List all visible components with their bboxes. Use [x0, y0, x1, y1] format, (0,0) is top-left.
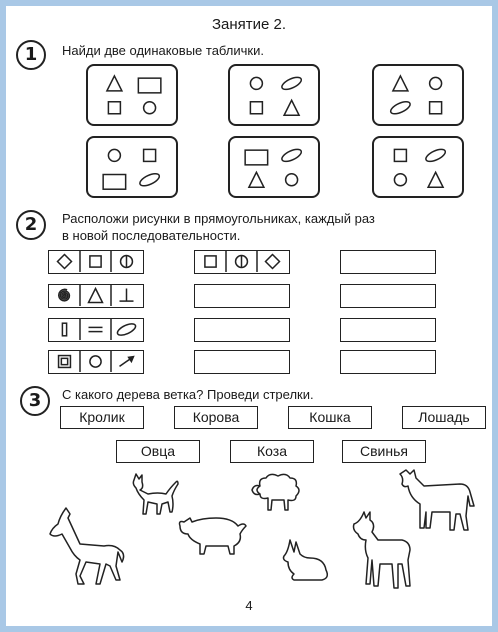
answer-box-row-2-col-3[interactable]	[340, 284, 436, 308]
task-1-text: Найди две одинаковые таблички.	[62, 43, 264, 58]
sequence-row-2-shapes	[49, 285, 142, 306]
answer-box-row-2-col-2[interactable]	[194, 284, 290, 308]
ellipse-icon	[116, 322, 137, 338]
card-3[interactable]	[372, 64, 464, 126]
word-card-horse[interactable]: Лошадь	[402, 406, 486, 429]
square-icon	[90, 256, 101, 267]
circle-with-line-icon	[121, 256, 133, 268]
goat-icon[interactable]	[346, 510, 416, 592]
example-answer-shapes	[195, 251, 288, 272]
triangle-icon	[284, 100, 299, 115]
equals-icon	[89, 327, 103, 331]
ellipse-icon	[424, 147, 447, 164]
sequence-row-4	[48, 350, 144, 374]
triangle-icon	[393, 76, 408, 91]
task-2-text-line-1: Расположи рисунки в прямоугольниках, каждый раз	[62, 211, 375, 226]
lesson-title: Занятие 2.	[211, 16, 287, 33]
circle-icon	[394, 174, 406, 186]
circle-icon	[250, 77, 262, 89]
card-3-shapes	[374, 66, 462, 124]
circle-icon	[90, 356, 101, 367]
ellipse-icon	[138, 171, 161, 188]
pig-icon[interactable]	[176, 512, 250, 558]
worksheet-page	[6, 6, 492, 626]
rabbit-icon[interactable]	[278, 538, 332, 584]
triangle-icon	[89, 289, 103, 303]
answer-box-example[interactable]	[194, 250, 290, 274]
task-2-number: 2	[16, 210, 46, 240]
card-5[interactable]	[228, 136, 320, 198]
bar-icon	[62, 323, 66, 336]
circle-icon	[286, 174, 298, 186]
card-6-shapes	[374, 138, 462, 196]
card-5-shapes	[230, 138, 318, 196]
rectangle-icon	[245, 150, 268, 165]
square-icon	[250, 102, 262, 114]
task-1-number: 1	[16, 40, 46, 70]
word-card-pig[interactable]: Свинья	[342, 440, 426, 463]
card-6[interactable]	[372, 136, 464, 198]
spiral-icon	[59, 289, 70, 301]
square-icon	[394, 149, 406, 161]
horse-icon[interactable]	[46, 504, 128, 588]
answer-box-row-4-col-3[interactable]	[340, 350, 436, 374]
card-2[interactable]	[228, 64, 320, 126]
ellipse-icon	[280, 147, 303, 164]
arrow-icon	[120, 357, 134, 367]
diamond-icon	[266, 255, 280, 269]
square-icon	[108, 102, 120, 114]
triangle-icon	[107, 76, 122, 91]
triangle-icon	[428, 172, 443, 187]
triangle-icon	[249, 172, 264, 187]
rectangle-icon	[138, 78, 161, 93]
card-4-shapes	[88, 138, 176, 196]
sequence-row-2	[48, 284, 144, 308]
card-2-shapes	[230, 66, 318, 124]
word-card-sheep[interactable]: Овца	[116, 440, 200, 463]
circle-icon	[144, 102, 156, 114]
rectangle-icon	[103, 175, 126, 190]
sequence-row-1	[48, 250, 144, 274]
answer-box-row-3-col-3[interactable]	[340, 318, 436, 342]
card-1-shapes	[88, 66, 176, 124]
task-3-text: С какого дерева ветка? Проведи стрелки.	[62, 387, 314, 402]
circle-icon	[430, 77, 442, 89]
square-icon	[144, 149, 156, 161]
answer-box-row-4-col-2[interactable]	[194, 350, 290, 374]
ellipse-icon	[389, 99, 412, 116]
sheep-icon[interactable]	[250, 472, 304, 514]
card-4[interactable]	[86, 136, 178, 198]
answer-box-row-1-col-3[interactable]	[340, 250, 436, 274]
word-card-rabbit[interactable]: Кролик	[60, 406, 144, 429]
square-icon	[205, 256, 216, 267]
word-card-goat[interactable]: Коза	[230, 440, 314, 463]
card-1[interactable]	[86, 64, 178, 126]
answer-box-row-3-col-2[interactable]	[194, 318, 290, 342]
up-tack-icon	[120, 289, 134, 302]
task-2-text-line-2: в новой последовательности.	[62, 228, 241, 243]
sequence-row-3-shapes	[49, 319, 142, 340]
word-card-cat[interactable]: Кошка	[288, 406, 372, 429]
page-number: 4	[245, 598, 253, 613]
diamond-icon	[58, 255, 72, 269]
square-in-square-icon	[59, 356, 71, 368]
sequence-row-3	[48, 318, 144, 342]
circle-icon	[108, 149, 120, 161]
ellipse-icon	[280, 75, 303, 92]
sequence-row-1-shapes	[49, 251, 142, 272]
sequence-row-4-shapes	[49, 351, 142, 372]
circle-with-line-icon	[236, 256, 248, 268]
task-3-number: 3	[20, 386, 50, 416]
word-card-cow[interactable]: Корова	[174, 406, 258, 429]
square-icon	[430, 102, 442, 114]
